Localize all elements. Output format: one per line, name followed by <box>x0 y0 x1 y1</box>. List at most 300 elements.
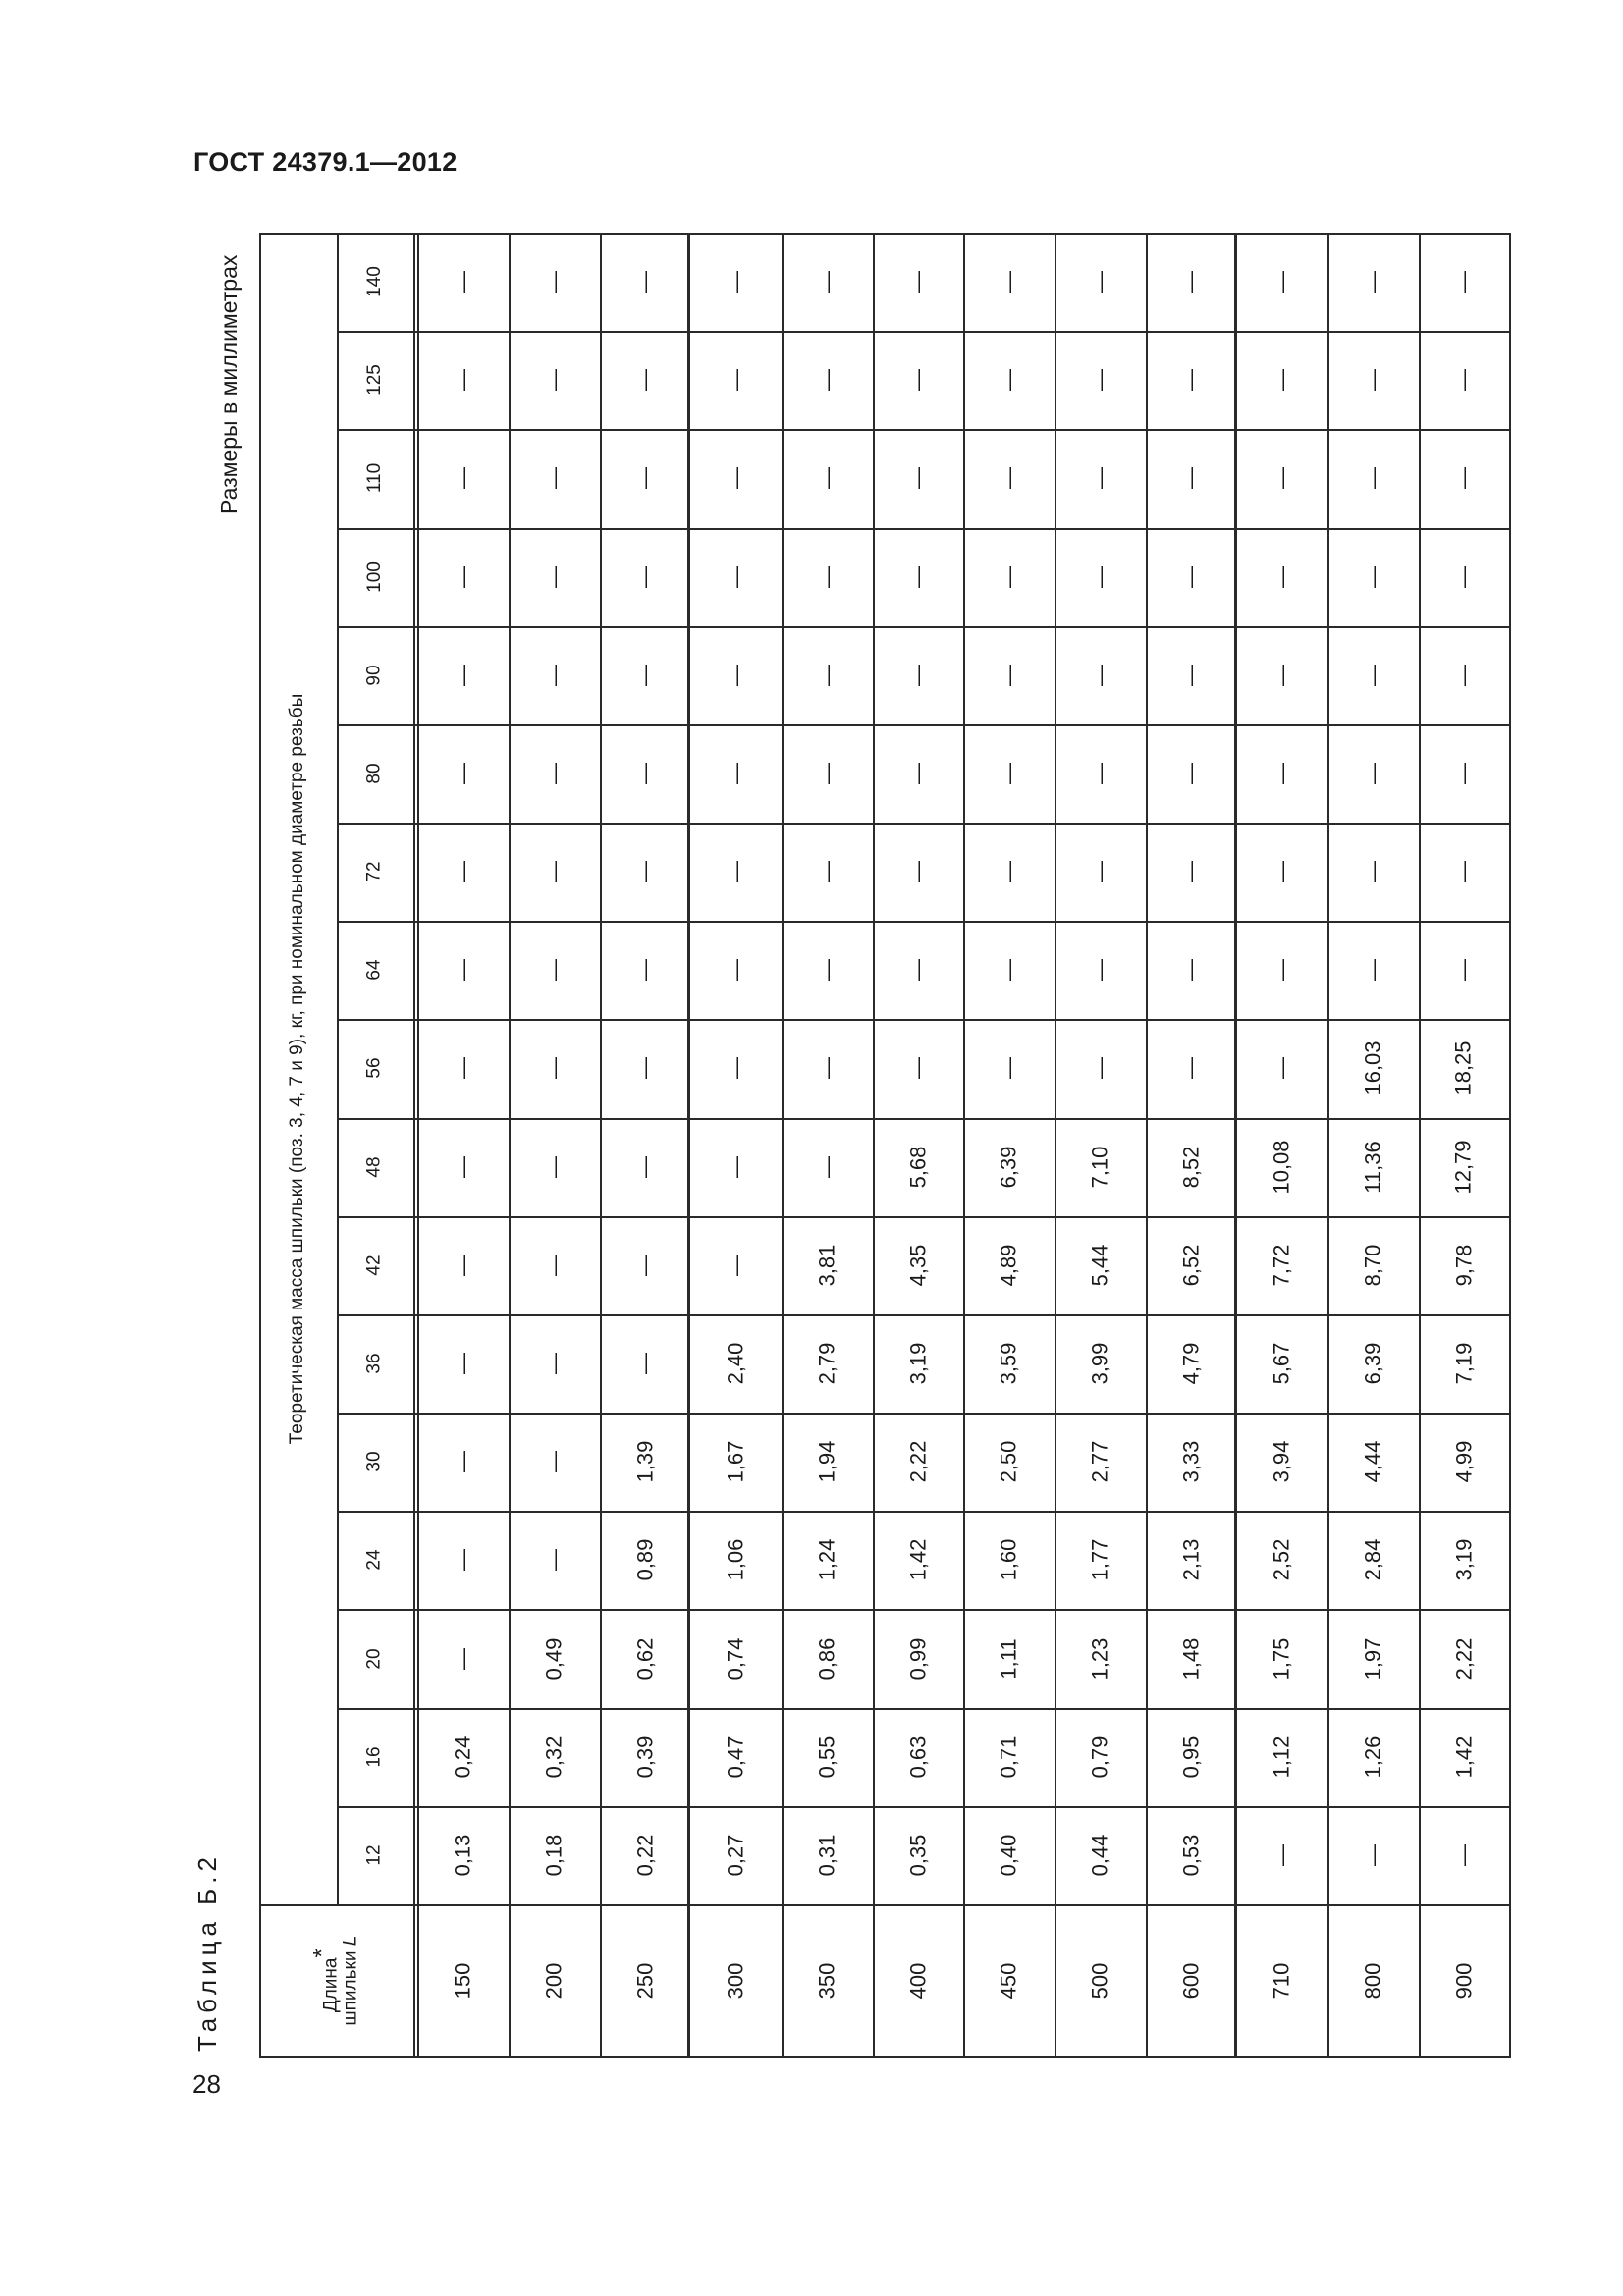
mass-cell <box>417 921 509 1019</box>
mass-cell-text: — <box>996 861 1021 883</box>
mass-cell <box>1146 823 1236 921</box>
mass-cell-text: — <box>996 271 1021 294</box>
mass-cell <box>1055 429 1146 527</box>
mass-cell <box>1055 1511 1146 1609</box>
diameter-header <box>337 1511 413 1609</box>
mass-cell-text: — <box>905 664 930 686</box>
diameter-header <box>337 1806 413 1904</box>
mass-cell-text: — <box>541 271 567 294</box>
mass-cell <box>1055 1019 1146 1117</box>
mass-cell <box>600 823 690 921</box>
diameter-header-text: 64 <box>363 959 385 981</box>
mass-cell <box>509 233 600 331</box>
mass-cell <box>509 921 600 1019</box>
mass-cell-text: — <box>723 1254 748 1276</box>
mass-cell <box>1146 1118 1236 1216</box>
length-cell-text: 300 <box>723 1962 748 1999</box>
mass-cell-text: 7,72 <box>1269 1244 1294 1287</box>
diameter-header <box>337 626 413 724</box>
page-number: 28 <box>192 2069 221 2099</box>
mass-cell-text: — <box>814 369 839 392</box>
mass-cell <box>690 1708 782 1806</box>
mass-cell <box>1419 1609 1509 1707</box>
mass-cell <box>963 921 1055 1019</box>
diameter-header-text: 125 <box>363 364 385 397</box>
mass-cell <box>690 331 782 429</box>
mass-cell-text: — <box>632 762 657 784</box>
mass-cell-text: — <box>1451 861 1476 883</box>
mass-cell-text: 5,44 <box>1087 1244 1112 1287</box>
mass-cell <box>600 724 690 823</box>
length-cell-text: 150 <box>450 1962 475 1999</box>
mass-cell-text: — <box>1178 467 1203 490</box>
mass-cell-text: — <box>1269 664 1294 686</box>
mass-cell-text: — <box>1087 565 1112 588</box>
mass-cell <box>1055 1609 1146 1707</box>
mass-cell <box>1146 1413 1236 1511</box>
mass-cell-text: — <box>1178 271 1203 294</box>
mass-cell-text: — <box>541 664 567 686</box>
mass-cell <box>1419 1806 1509 1904</box>
mass-cell-text: — <box>723 1155 748 1178</box>
mass-cell-text: 1,06 <box>723 1538 748 1581</box>
mass-cell-text: 2,22 <box>904 1440 930 1483</box>
mass-cell <box>782 823 873 921</box>
mass-cell <box>1419 429 1509 527</box>
mass-cell-text: — <box>1178 762 1203 784</box>
diameter-header-text: 16 <box>363 1746 385 1768</box>
mass-cell-text: — <box>541 1549 567 1572</box>
mass-cell-text: — <box>723 664 748 686</box>
mass-cell <box>1327 233 1419 331</box>
mass-cell <box>1146 626 1236 724</box>
mass-cell <box>417 429 509 527</box>
mass-cell-text: — <box>1269 861 1294 883</box>
mass-cell <box>600 1511 690 1609</box>
mass-cell-text: 1,26 <box>1360 1735 1385 1779</box>
mass-cell <box>1236 823 1327 921</box>
mass-cell <box>690 724 782 823</box>
mass-cell <box>1236 1708 1327 1806</box>
mass-cell-text: 2,13 <box>1177 1538 1203 1581</box>
mass-cell <box>873 823 963 921</box>
mass-cell <box>417 1118 509 1216</box>
mass-cell <box>690 626 782 724</box>
mass-cell-text: — <box>1087 664 1112 686</box>
mass-cell <box>690 1609 782 1707</box>
mass-cell <box>1419 528 1509 626</box>
mass-cell <box>1327 1216 1419 1314</box>
mass-cell <box>509 1216 600 1314</box>
mass-cell <box>873 1118 963 1216</box>
mass-cell-text: — <box>632 664 657 686</box>
mass-cell <box>782 1609 873 1707</box>
mass-cell <box>873 429 963 527</box>
mass-cell-text: — <box>905 959 930 982</box>
mass-cell-text: 2,22 <box>1450 1637 1476 1680</box>
mass-cell-text: 5,67 <box>1269 1342 1294 1385</box>
mass-cell <box>600 1806 690 1904</box>
mass-cell-text: — <box>723 959 748 982</box>
mass-cell <box>963 823 1055 921</box>
mass-cell-text: — <box>541 1254 567 1276</box>
diameter-header-text: 42 <box>363 1255 385 1276</box>
diameter-header-text: 80 <box>363 763 385 784</box>
mass-cell-text: 1,42 <box>1450 1735 1476 1779</box>
mass-cell <box>690 1314 782 1413</box>
mass-cell-text: — <box>723 565 748 588</box>
mass-cell <box>1236 1019 1327 1117</box>
mass-cell <box>1419 626 1509 724</box>
mass-cell-text: 0,31 <box>814 1834 839 1877</box>
mass-cell-text: — <box>1087 762 1112 784</box>
mass-cell <box>1236 429 1327 527</box>
mass-cell <box>1055 528 1146 626</box>
mass-cell <box>600 1118 690 1216</box>
mass-cell <box>963 528 1055 626</box>
mass-cell-text: 0,99 <box>904 1637 930 1680</box>
length-cell-text: 250 <box>632 1962 657 1999</box>
mass-cell <box>782 1511 873 1609</box>
mass-cell <box>1236 1806 1327 1904</box>
mass-cell <box>1327 724 1419 823</box>
mass-cell <box>1327 528 1419 626</box>
mass-cell <box>1146 1019 1236 1117</box>
mass-cell <box>1419 331 1509 429</box>
mass-cell-text: — <box>450 1451 475 1473</box>
length-column-header <box>259 1904 413 2056</box>
mass-cell <box>873 626 963 724</box>
mass-cell-text: — <box>632 959 657 982</box>
mass-cell <box>417 1413 509 1511</box>
mass-cell <box>1419 724 1509 823</box>
mass-cell-text: — <box>541 762 567 784</box>
mass-cell-text: — <box>1269 271 1294 294</box>
mass-cell-text: — <box>1269 762 1294 784</box>
mass-cell <box>417 1806 509 1904</box>
mass-cell <box>782 528 873 626</box>
mass-cell <box>1327 823 1419 921</box>
diameter-header <box>337 1019 413 1117</box>
diameter-header-text: 56 <box>363 1057 385 1080</box>
diameter-header-text: 30 <box>363 1451 385 1472</box>
mass-cell-text: 2,52 <box>1269 1538 1294 1581</box>
diameter-header-text: 36 <box>363 1353 385 1374</box>
mass-cell-text: 2,40 <box>723 1342 748 1385</box>
length-column-header-text <box>307 1935 361 2026</box>
mass-cell-text: — <box>1360 1843 1385 1866</box>
mass-cell-text: — <box>814 467 839 490</box>
mass-cell-text: 3,19 <box>904 1342 930 1385</box>
mass-cell-text: — <box>450 467 475 490</box>
length-cell-text: 350 <box>814 1962 839 1999</box>
mass-cell <box>782 233 873 331</box>
mass-cell-text: — <box>1178 1057 1203 1080</box>
mass-cell-text: 16,03 <box>1360 1041 1385 1096</box>
mass-cell-text: — <box>905 369 930 392</box>
mass-cell-text: 7,10 <box>1087 1146 1112 1189</box>
mass-cell-text: 0,32 <box>541 1735 567 1779</box>
mass-cell-text: — <box>450 1549 475 1572</box>
mass-cell-text: 0,40 <box>996 1834 1021 1877</box>
mass-cell <box>1327 1118 1419 1216</box>
mass-cell-text: — <box>1087 271 1112 294</box>
mass-cell <box>509 823 600 921</box>
diameter-header <box>337 823 413 921</box>
mass-cell <box>509 528 600 626</box>
mass-cell-text: 1,77 <box>1087 1538 1112 1581</box>
mass-cell <box>1146 724 1236 823</box>
mass-cell <box>690 429 782 527</box>
mass-cell-text: — <box>1178 959 1203 982</box>
mass-cell-text: 0,62 <box>631 1637 657 1680</box>
mass-cell-text: 6,39 <box>1360 1342 1385 1385</box>
mass-cell-text: — <box>1451 664 1476 686</box>
mass-cell <box>1236 528 1327 626</box>
mass-cell-text: — <box>632 1353 657 1375</box>
mass-cell-text: 6,52 <box>1177 1244 1203 1287</box>
mass-cell-text: — <box>1178 565 1203 588</box>
main-column-header-text: Теоретическая масса шпильки (поз. 3, 4, 7 и 9), кг, при номинальном диаметре резьбы <box>287 693 308 1444</box>
mass-cell-text: — <box>541 959 567 982</box>
mass-cell-text: 2,50 <box>996 1440 1021 1483</box>
mass-cell <box>782 429 873 527</box>
mass-cell-text: — <box>541 1451 567 1473</box>
mass-cell <box>873 1413 963 1511</box>
mass-cell-text: 3,94 <box>1269 1440 1294 1483</box>
mass-cell-text: — <box>632 1057 657 1080</box>
mass-cell <box>963 626 1055 724</box>
mass-cell-text: — <box>1269 467 1294 490</box>
mass-cell-text: — <box>632 369 657 392</box>
mass-cell <box>417 233 509 331</box>
mass-cell-text: — <box>996 565 1021 588</box>
mass-cell-text: 1,42 <box>904 1538 930 1581</box>
mass-cell-text: 1,97 <box>1360 1637 1385 1680</box>
mass-cell-text: 3,33 <box>1177 1440 1203 1483</box>
mass-cell-text: — <box>1360 565 1385 588</box>
mass-cell <box>1055 233 1146 331</box>
mass-cell-text: 0,79 <box>1087 1735 1112 1779</box>
mass-cell <box>600 331 690 429</box>
mass-cell-text: — <box>814 762 839 784</box>
mass-cell <box>963 1511 1055 1609</box>
mass-cell-text: 0,71 <box>996 1735 1021 1779</box>
mass-cell <box>600 528 690 626</box>
mass-cell-text: — <box>541 467 567 490</box>
length-cell-text: 800 <box>1360 1962 1385 1999</box>
mass-cell-text: — <box>996 762 1021 784</box>
mass-cell-text: — <box>1269 565 1294 588</box>
mass-cell <box>1419 1019 1509 1117</box>
mass-cell-text: 1,39 <box>631 1440 657 1483</box>
mass-cell-text: — <box>814 959 839 982</box>
mass-cell-text: 0,47 <box>723 1735 748 1779</box>
mass-cell <box>1419 1708 1509 1806</box>
mass-cell-text: — <box>1087 959 1112 982</box>
mass-cell-text: 1,75 <box>1269 1637 1294 1680</box>
mass-cell <box>782 626 873 724</box>
mass-cell-text: — <box>1451 1843 1476 1866</box>
mass-cell <box>417 626 509 724</box>
diameter-header <box>337 1413 413 1511</box>
mass-cell <box>1327 1314 1419 1413</box>
mass-cell <box>509 1019 600 1117</box>
mass-cell-text: 10,08 <box>1269 1140 1294 1195</box>
mass-cell <box>963 331 1055 429</box>
mass-cell <box>1327 1708 1419 1806</box>
mass-cell <box>1146 429 1236 527</box>
mass-cell-text: — <box>723 762 748 784</box>
mass-cell <box>1236 331 1327 429</box>
mass-cell <box>509 1708 600 1806</box>
mass-cell <box>1327 1019 1419 1117</box>
mass-cell-text: 1,48 <box>1177 1637 1203 1680</box>
mass-cell-text: — <box>541 1155 567 1178</box>
mass-cell-text: — <box>723 861 748 883</box>
diameter-header-text: 140 <box>363 266 385 297</box>
diameter-header <box>337 233 413 331</box>
mass-cell-text: — <box>996 959 1021 982</box>
mass-cell <box>600 429 690 527</box>
mass-cell <box>509 1511 600 1609</box>
mass-cell-text: — <box>1269 1843 1294 1866</box>
mass-cell <box>600 1314 690 1413</box>
mass-cell-text: — <box>1178 664 1203 686</box>
mass-cell-text: — <box>450 664 475 686</box>
mass-cell <box>1055 724 1146 823</box>
mass-cell-text: 3,99 <box>1087 1342 1112 1385</box>
mass-cell <box>600 1609 690 1707</box>
mass-cell <box>1055 921 1146 1019</box>
mass-cell <box>782 724 873 823</box>
mass-cell-text: 0,89 <box>631 1538 657 1581</box>
mass-cell <box>1419 233 1509 331</box>
mass-cell <box>509 429 600 527</box>
mass-cell <box>1055 1314 1146 1413</box>
mass-cell <box>1146 331 1236 429</box>
mass-cell <box>782 1314 873 1413</box>
mass-cell <box>1327 1511 1419 1609</box>
mass-cell-text: 0,24 <box>450 1735 475 1779</box>
mass-cell-text: 0,49 <box>541 1637 567 1680</box>
mass-cell <box>963 1806 1055 1904</box>
mass-cell <box>782 1118 873 1216</box>
mass-cell-text: — <box>541 861 567 883</box>
mass-cell-text: — <box>814 861 839 883</box>
length-variable: L <box>340 1935 361 1947</box>
table-rule <box>1509 233 1511 2058</box>
mass-cell <box>1236 724 1327 823</box>
mass-cell <box>509 1118 600 1216</box>
mass-cell-text: 1,24 <box>814 1538 839 1581</box>
mass-cell <box>509 626 600 724</box>
mass-cell-text: 1,23 <box>1087 1637 1112 1680</box>
mass-cell <box>600 233 690 331</box>
length-cell <box>1327 1904 1419 2056</box>
length-cell-text: 200 <box>541 1962 567 1999</box>
mass-cell-text: — <box>632 1155 657 1178</box>
mass-cell-text: 0,44 <box>1087 1834 1112 1877</box>
mass-cell <box>1236 1314 1327 1413</box>
length-header-line1: Длина <box>320 1957 342 2012</box>
mass-cell-text: 0,13 <box>450 1834 475 1877</box>
table-rule <box>259 2056 1511 2058</box>
mass-cell-text: 1,60 <box>996 1538 1021 1581</box>
mass-cell <box>873 1511 963 1609</box>
mass-cell <box>509 1609 600 1707</box>
mass-cell <box>1419 1216 1509 1314</box>
mass-cell <box>1146 528 1236 626</box>
mass-cell <box>963 429 1055 527</box>
mass-cell-text: — <box>905 271 930 294</box>
mass-cell-text: — <box>905 467 930 490</box>
mass-cell-text: — <box>1451 271 1476 294</box>
mass-cell-text: — <box>1451 369 1476 392</box>
length-cell-text: 400 <box>905 1962 930 1999</box>
mass-cell-text: — <box>905 1057 930 1080</box>
mass-cell <box>690 528 782 626</box>
diameter-header <box>337 1609 413 1707</box>
mass-cell <box>690 1019 782 1117</box>
mass-cell-text: 1,11 <box>996 1637 1021 1680</box>
mass-cell-text: 0,53 <box>1177 1834 1203 1877</box>
mass-cell <box>690 1118 782 1216</box>
mass-cell <box>600 1019 690 1117</box>
diameter-header <box>337 331 413 429</box>
mass-cell-text: 8,70 <box>1360 1244 1385 1287</box>
length-cell <box>417 1904 509 2056</box>
mass-cell <box>600 1216 690 1314</box>
length-cell <box>873 1904 963 2056</box>
diameter-header <box>337 1216 413 1314</box>
mass-cell <box>1236 626 1327 724</box>
mass-cell <box>600 1413 690 1511</box>
mass-cell-text: 4,79 <box>1177 1342 1203 1385</box>
diameter-header-text: 100 <box>363 561 385 593</box>
mass-cell-text: — <box>632 1254 657 1276</box>
mass-cell-text: — <box>632 861 657 883</box>
mass-cell <box>417 724 509 823</box>
diameter-header <box>337 528 413 626</box>
diameter-header-text: 12 <box>363 1844 385 1866</box>
mass-cell <box>417 1609 509 1707</box>
mass-cell <box>1327 331 1419 429</box>
mass-cell-text: — <box>996 369 1021 392</box>
length-cell-text: 450 <box>996 1962 1021 1999</box>
mass-cell <box>417 1511 509 1609</box>
mass-cell-text: — <box>1087 1057 1112 1080</box>
mass-cell-text: — <box>450 1353 475 1375</box>
mass-cell-text: 0,39 <box>631 1735 657 1779</box>
mass-cell <box>417 1216 509 1314</box>
mass-cell-text: — <box>632 565 657 588</box>
mass-cell-text: — <box>1360 467 1385 490</box>
mass-cell <box>963 1118 1055 1216</box>
mass-cell <box>417 331 509 429</box>
mass-cell <box>1146 1806 1236 1904</box>
mass-cell <box>873 331 963 429</box>
mass-cell-text: — <box>814 664 839 686</box>
length-cell <box>963 1904 1055 2056</box>
length-cell-text: 900 <box>1451 1962 1476 1999</box>
diameter-header <box>337 1118 413 1216</box>
mass-cell-text: — <box>450 271 475 294</box>
mass-cell-text: — <box>450 762 475 784</box>
length-cell-text: 710 <box>1269 1962 1294 1999</box>
mass-cell-text: — <box>450 959 475 982</box>
mass-cell <box>509 1314 600 1413</box>
